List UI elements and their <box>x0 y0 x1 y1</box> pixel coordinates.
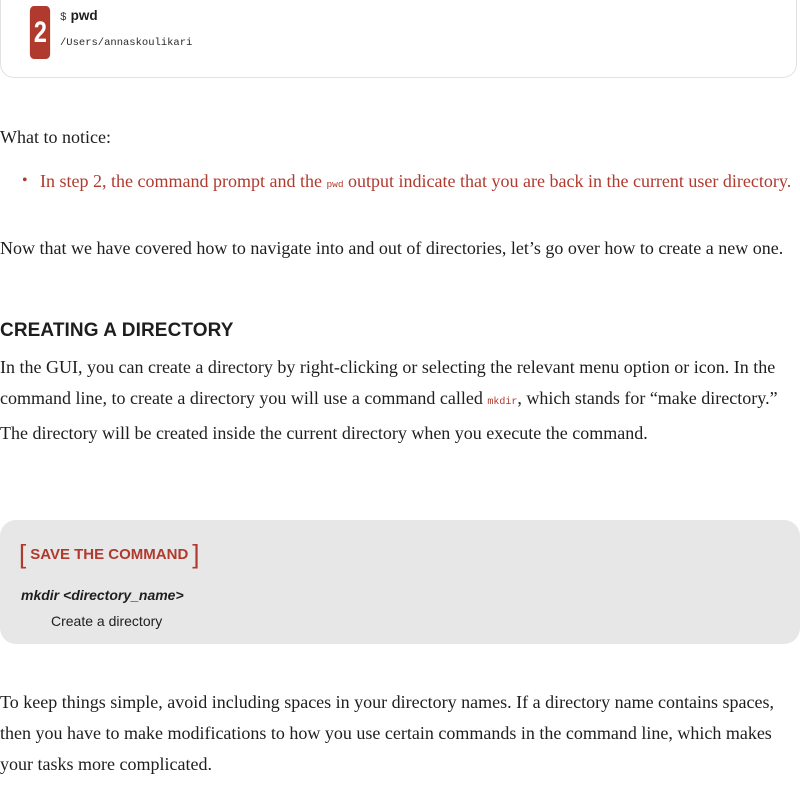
bracket-close-icon: ] <box>192 539 200 569</box>
notice-bullet <box>22 164 792 202</box>
bracket-open-icon: [ <box>19 539 27 569</box>
terminal-command: pwd <box>70 8 98 23</box>
notice-label: What to notice: <box>0 127 111 147</box>
inline-code-pwd: pwd <box>326 179 344 190</box>
terminal-command-line <box>60 8 98 26</box>
save-command-syntax: mkdir <directory_name> <box>21 587 184 603</box>
step-number-badge: 2 <box>30 6 50 59</box>
bullet-icon: • <box>22 172 28 189</box>
save-command-title <box>19 537 200 571</box>
paragraph-gui <box>0 352 796 449</box>
inline-code-mkdir: mkdir <box>487 397 518 408</box>
notice-text-start: In step 2, the command prompt and the <box>40 171 327 191</box>
gui-text-start: In the GUI, you can create a directory by right-clicking or selecting the relevant menu option or icon. In the command line, to create a directory you will use a command called <box>0 357 776 408</box>
notice-text-end: output indicate that you are back in the current user directory. <box>343 171 792 191</box>
notice-bullet-text <box>40 164 792 202</box>
terminal-output: /Users/annaskoulikari <box>60 37 193 49</box>
save-command-title-text: SAVE THE COMMAND <box>30 545 189 563</box>
gui-text-end: , which stands for “make directory.” The directory will be created inside the current directory when you execute the command. <box>0 388 778 443</box>
paragraph-spaces: To keep things simple, avoid including spaces in your directory names. If a directory name contains spaces, then you have to make modifications to how you use certain commands in the command line, which makes your tasks more complicated. <box>0 692 775 774</box>
paragraph-navigate: Now that we have covered how to navigate into and out of directories, let’s go over how to create a new one. <box>0 238 784 258</box>
prompt-symbol: $ <box>60 12 67 24</box>
save-command-description: Create a directory <box>51 613 163 629</box>
section-heading: CREATING A DIRECTORY <box>0 320 234 341</box>
